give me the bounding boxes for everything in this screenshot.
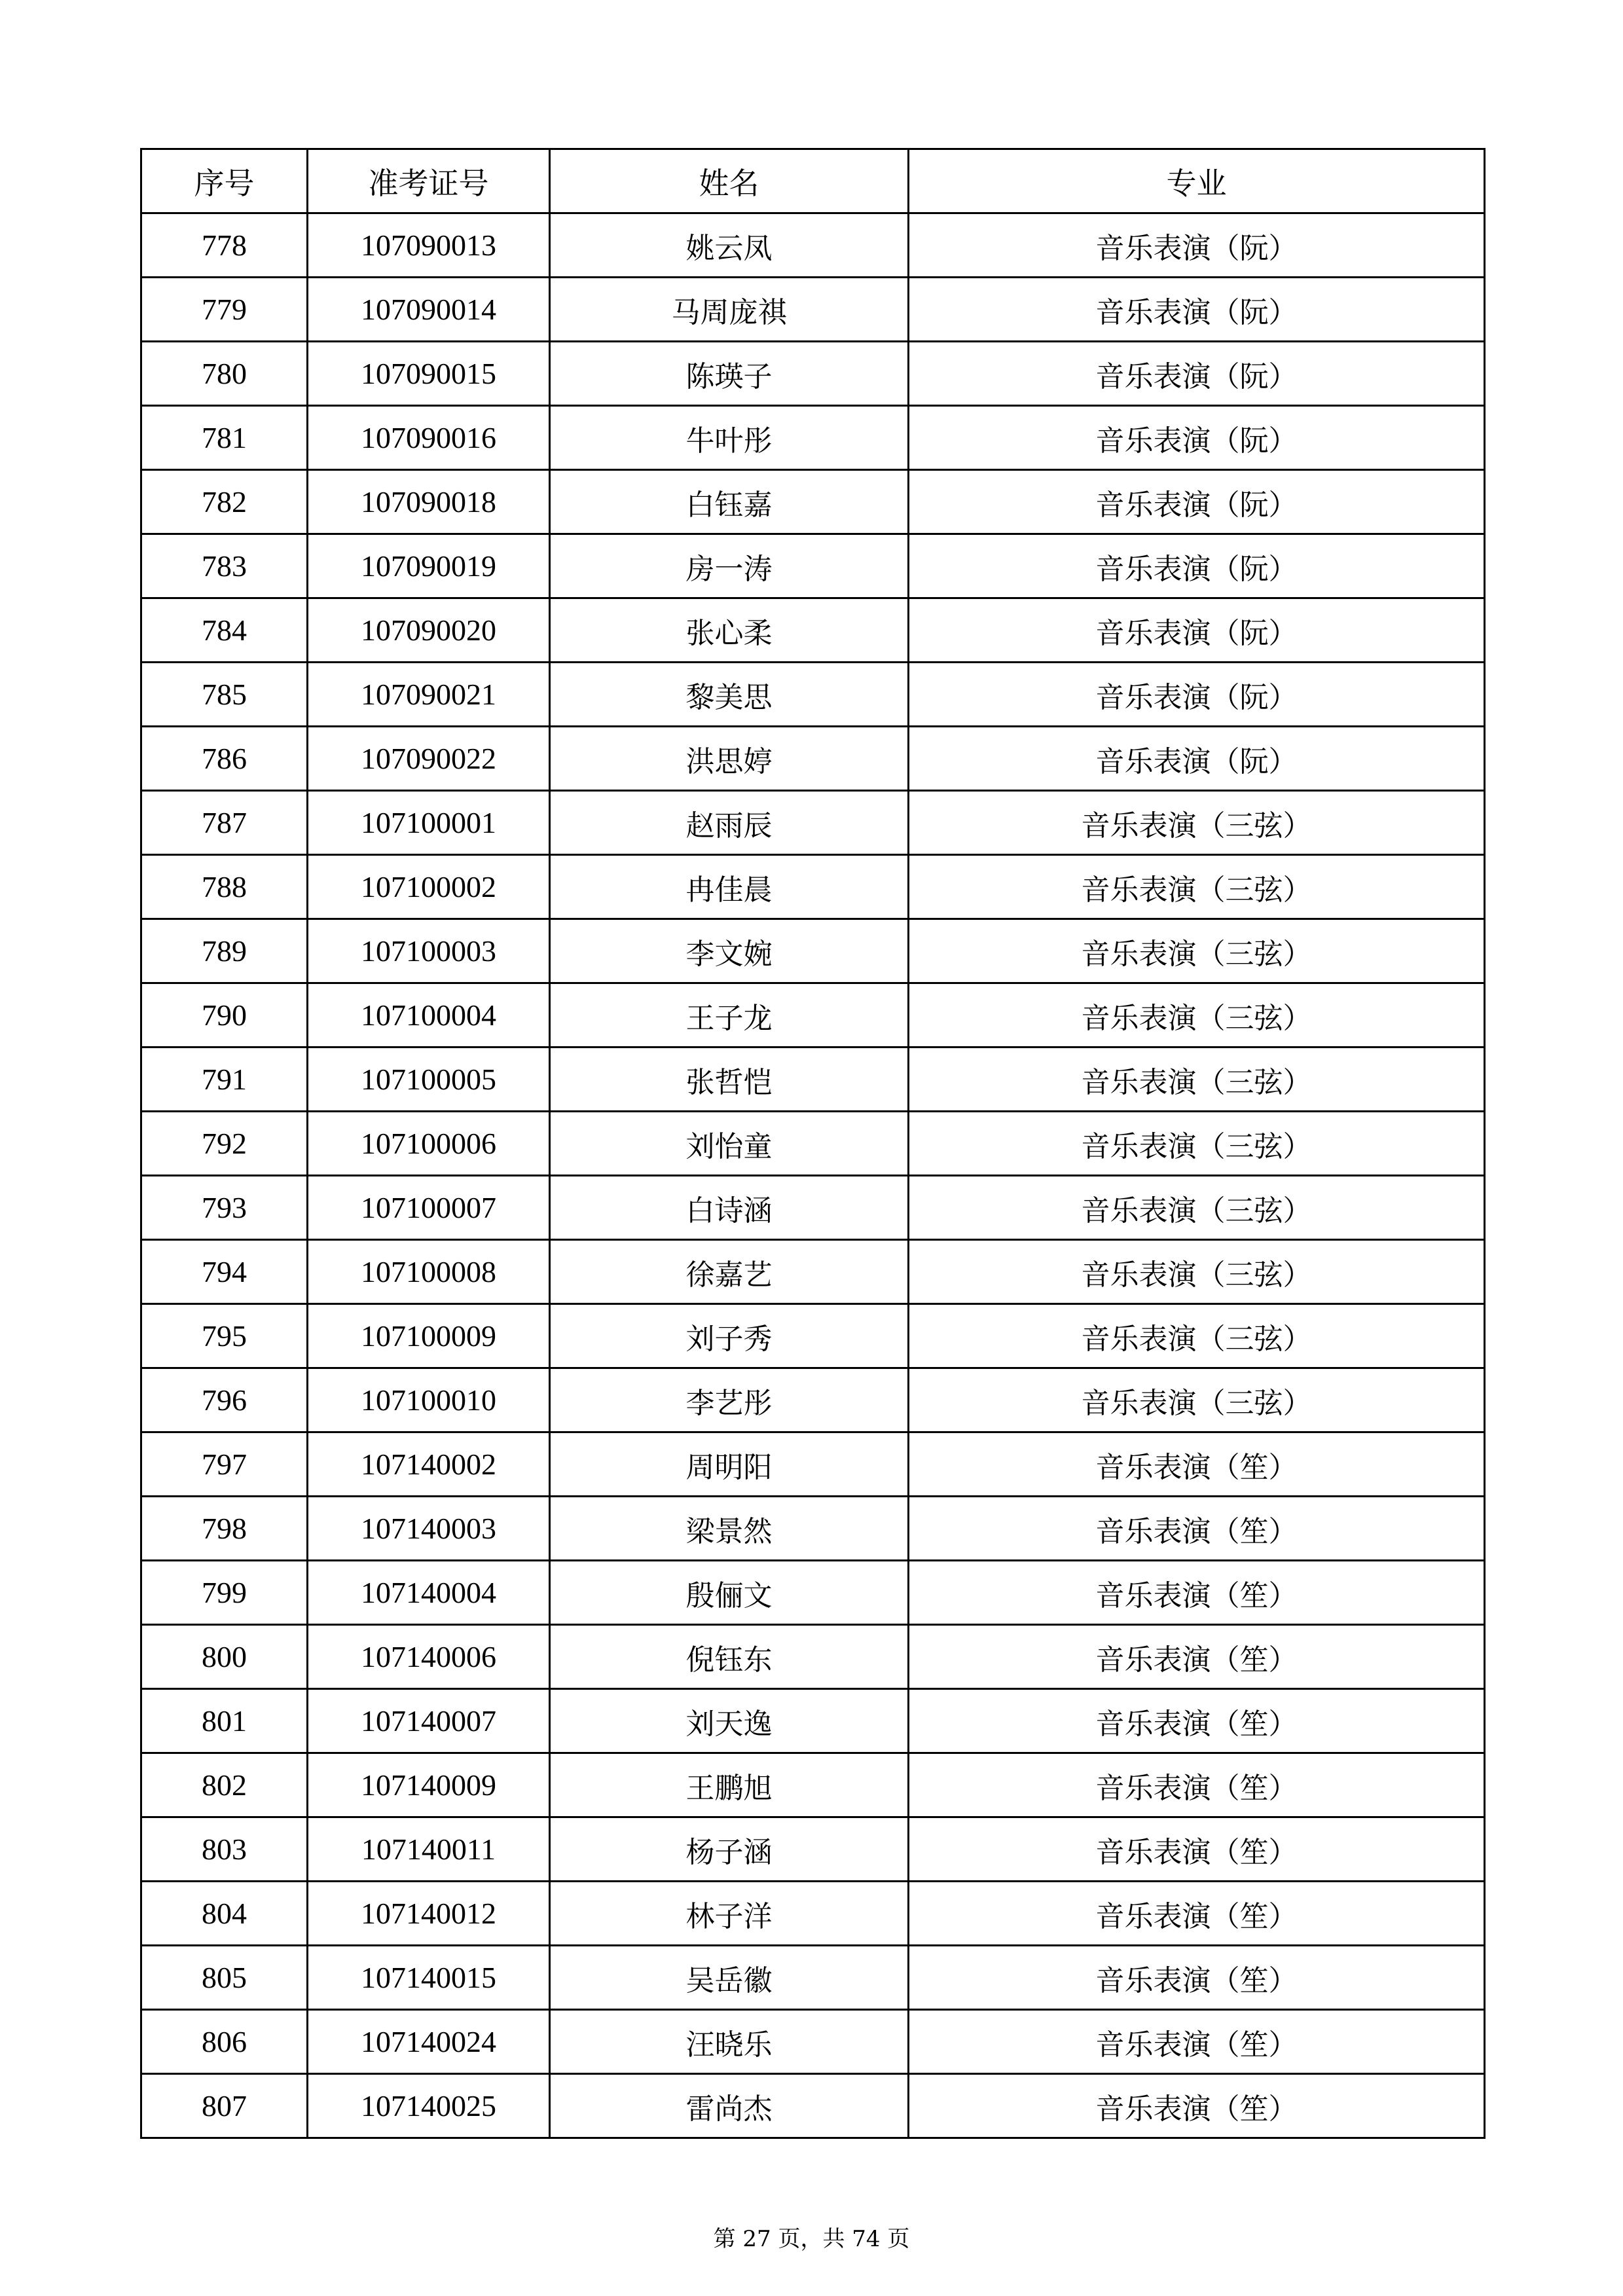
table-row <box>141 1112 1485 1176</box>
major-cell: 音乐表演（笙） <box>909 1432 1485 1497</box>
name-cell: 白钰嘉 <box>550 470 909 534</box>
name-cell: 徐嘉艺 <box>550 1240 909 1304</box>
name-cell: 张心柔 <box>550 598 909 663</box>
exam-ticket-number-cell: 107090019 <box>308 534 550 598</box>
name-cell: 牛叶彤 <box>550 406 909 470</box>
name-cell: 倪钰东 <box>550 1625 909 1689</box>
major-cell: 音乐表演（笙） <box>909 2010 1485 2074</box>
name-cell: 李文婉 <box>550 919 909 983</box>
exam-ticket-number-cell: 107100001 <box>308 791 550 855</box>
exam-ticket-number-cell: 107140003 <box>308 1497 550 1561</box>
name-cell: 刘怡童 <box>550 1112 909 1176</box>
major-cell: 音乐表演（三弦） <box>909 1176 1485 1240</box>
name-cell: 吴岳徽 <box>550 1946 909 2010</box>
serial-number-cell: 784 <box>141 598 308 663</box>
serial-number-cell: 798 <box>141 1497 308 1561</box>
table-row <box>141 791 1485 855</box>
serial-number-cell: 790 <box>141 983 308 1048</box>
name-cell: 赵雨辰 <box>550 791 909 855</box>
header-major: 专业 <box>909 149 1485 213</box>
name-cell: 陈瑛子 <box>550 342 909 406</box>
serial-number-cell: 804 <box>141 1882 308 1946</box>
exam-ticket-number-cell: 107100005 <box>308 1048 550 1112</box>
major-cell: 音乐表演（三弦） <box>909 791 1485 855</box>
name-cell: 洪思婷 <box>550 727 909 791</box>
exam-ticket-number-cell: 107140002 <box>308 1432 550 1497</box>
major-cell: 音乐表演（阮） <box>909 534 1485 598</box>
exam-ticket-number-cell: 107100010 <box>308 1368 550 1432</box>
major-cell: 音乐表演（阮） <box>909 727 1485 791</box>
table-row <box>141 1432 1485 1497</box>
serial-number-cell: 791 <box>141 1048 308 1112</box>
major-cell: 音乐表演（三弦） <box>909 1240 1485 1304</box>
major-cell: 音乐表演（阮） <box>909 342 1485 406</box>
exam-ticket-number-cell: 107140011 <box>308 1817 550 1882</box>
exam-ticket-number-cell: 107100008 <box>308 1240 550 1304</box>
name-cell: 雷尚杰 <box>550 2074 909 2138</box>
name-cell: 王鹏旭 <box>550 1753 909 1817</box>
header-exam-ticket-number: 准考证号 <box>308 149 550 213</box>
major-cell: 音乐表演（笙） <box>909 1882 1485 1946</box>
exam-ticket-number-cell: 107100007 <box>308 1176 550 1240</box>
exam-ticket-number-cell: 107140009 <box>308 1753 550 1817</box>
name-cell: 王子龙 <box>550 983 909 1048</box>
serial-number-cell: 781 <box>141 406 308 470</box>
exam-ticket-number-cell: 107090016 <box>308 406 550 470</box>
major-cell: 音乐表演（笙） <box>909 1625 1485 1689</box>
table-row <box>141 213 1485 278</box>
name-cell: 马周庞祺 <box>550 278 909 342</box>
serial-number-cell: 806 <box>141 2010 308 2074</box>
table-row <box>141 342 1485 406</box>
serial-number-cell: 805 <box>141 1946 308 2010</box>
table-row <box>141 1625 1485 1689</box>
table-row <box>141 1946 1485 2010</box>
serial-number-cell: 785 <box>141 663 308 727</box>
name-cell: 黎美思 <box>550 663 909 727</box>
exam-ticket-number-cell: 107140024 <box>308 2010 550 2074</box>
major-cell: 音乐表演（阮） <box>909 406 1485 470</box>
table-row <box>141 1240 1485 1304</box>
major-cell: 音乐表演（三弦） <box>909 1368 1485 1432</box>
exam-ticket-number-cell: 107090022 <box>308 727 550 791</box>
major-cell: 音乐表演（笙） <box>909 1817 1485 1882</box>
table-row <box>141 598 1485 663</box>
name-cell: 刘子秀 <box>550 1304 909 1368</box>
major-cell: 音乐表演（阮） <box>909 278 1485 342</box>
exam-ticket-number-cell: 107090014 <box>308 278 550 342</box>
serial-number-cell: 778 <box>141 213 308 278</box>
serial-number-cell: 786 <box>141 727 308 791</box>
serial-number-cell: 797 <box>141 1432 308 1497</box>
serial-number-cell: 802 <box>141 1753 308 1817</box>
exam-ticket-number-cell: 107100006 <box>308 1112 550 1176</box>
serial-number-cell: 788 <box>141 855 308 919</box>
table-row <box>141 727 1485 791</box>
table-row <box>141 1048 1485 1112</box>
name-cell: 冉佳晨 <box>550 855 909 919</box>
name-cell: 房一涛 <box>550 534 909 598</box>
major-cell: 音乐表演（三弦） <box>909 983 1485 1048</box>
name-cell: 白诗涵 <box>550 1176 909 1240</box>
table-row <box>141 2010 1485 2074</box>
table-row <box>141 2074 1485 2138</box>
name-cell: 林子洋 <box>550 1882 909 1946</box>
table-row <box>141 1497 1485 1561</box>
candidate-table <box>140 148 1486 2139</box>
serial-number-cell: 803 <box>141 1817 308 1882</box>
serial-number-cell: 787 <box>141 791 308 855</box>
serial-number-cell: 789 <box>141 919 308 983</box>
name-cell: 姚云凤 <box>550 213 909 278</box>
exam-ticket-number-cell: 107140004 <box>308 1561 550 1625</box>
exam-ticket-number-cell: 107100003 <box>308 919 550 983</box>
name-cell: 杨子涵 <box>550 1817 909 1882</box>
name-cell: 殷俪文 <box>550 1561 909 1625</box>
table-row <box>141 1753 1485 1817</box>
major-cell: 音乐表演（阮） <box>909 470 1485 534</box>
table-row <box>141 1689 1485 1753</box>
major-cell: 音乐表演（三弦） <box>909 1048 1485 1112</box>
serial-number-cell: 795 <box>141 1304 308 1368</box>
table-row <box>141 1368 1485 1432</box>
exam-ticket-number-cell: 107140015 <box>308 1946 550 2010</box>
serial-number-cell: 794 <box>141 1240 308 1304</box>
major-cell: 音乐表演（阮） <box>909 663 1485 727</box>
exam-ticket-number-cell: 107090015 <box>308 342 550 406</box>
header-name: 姓名 <box>550 149 909 213</box>
major-cell: 音乐表演（笙） <box>909 1497 1485 1561</box>
table-row <box>141 278 1485 342</box>
table-row <box>141 470 1485 534</box>
table-row <box>141 983 1485 1048</box>
exam-ticket-number-cell: 107090018 <box>308 470 550 534</box>
major-cell: 音乐表演（阮） <box>909 213 1485 278</box>
table-row <box>141 1817 1485 1882</box>
major-cell: 音乐表演（阮） <box>909 598 1485 663</box>
serial-number-cell: 801 <box>141 1689 308 1753</box>
major-cell: 音乐表演（三弦） <box>909 1304 1485 1368</box>
serial-number-cell: 780 <box>141 342 308 406</box>
serial-number-cell: 800 <box>141 1625 308 1689</box>
exam-ticket-number-cell: 107140007 <box>308 1689 550 1753</box>
header-serial-number: 序号 <box>141 149 308 213</box>
name-cell: 刘天逸 <box>550 1689 909 1753</box>
name-cell: 张哲恺 <box>550 1048 909 1112</box>
exam-ticket-number-cell: 107140025 <box>308 2074 550 2138</box>
table-row <box>141 534 1485 598</box>
serial-number-cell: 799 <box>141 1561 308 1625</box>
page-footer: 第 27 页，共 74 页 <box>713 2226 910 2252</box>
table-header-row <box>141 149 1485 213</box>
exam-ticket-number-cell: 107090021 <box>308 663 550 727</box>
major-cell: 音乐表演（笙） <box>909 1946 1485 2010</box>
name-cell: 梁景然 <box>550 1497 909 1561</box>
major-cell: 音乐表演（笙） <box>909 1753 1485 1817</box>
name-cell: 李艺彤 <box>550 1368 909 1432</box>
major-cell: 音乐表演（三弦） <box>909 855 1485 919</box>
table-row <box>141 855 1485 919</box>
table-row <box>141 919 1485 983</box>
serial-number-cell: 779 <box>141 278 308 342</box>
exam-ticket-number-cell: 107090020 <box>308 598 550 663</box>
major-cell: 音乐表演（笙） <box>909 1561 1485 1625</box>
name-cell: 周明阳 <box>550 1432 909 1497</box>
table-row <box>141 1561 1485 1625</box>
table-row <box>141 1882 1485 1946</box>
exam-ticket-number-cell: 107140012 <box>308 1882 550 1946</box>
exam-ticket-number-cell: 107090013 <box>308 213 550 278</box>
major-cell: 音乐表演（三弦） <box>909 1112 1485 1176</box>
serial-number-cell: 792 <box>141 1112 308 1176</box>
exam-ticket-number-cell: 107100002 <box>308 855 550 919</box>
serial-number-cell: 807 <box>141 2074 308 2138</box>
serial-number-cell: 782 <box>141 470 308 534</box>
table-row <box>141 1176 1485 1240</box>
table-row <box>141 1304 1485 1368</box>
major-cell: 音乐表演（笙） <box>909 1689 1485 1753</box>
name-cell: 汪晓乐 <box>550 2010 909 2074</box>
serial-number-cell: 783 <box>141 534 308 598</box>
major-cell: 音乐表演（笙） <box>909 2074 1485 2138</box>
exam-ticket-number-cell: 107100004 <box>308 983 550 1048</box>
table-row <box>141 663 1485 727</box>
exam-ticket-number-cell: 107140006 <box>308 1625 550 1689</box>
exam-ticket-number-cell: 107100009 <box>308 1304 550 1368</box>
serial-number-cell: 793 <box>141 1176 308 1240</box>
serial-number-cell: 796 <box>141 1368 308 1432</box>
major-cell: 音乐表演（三弦） <box>909 919 1485 983</box>
table-row <box>141 406 1485 470</box>
